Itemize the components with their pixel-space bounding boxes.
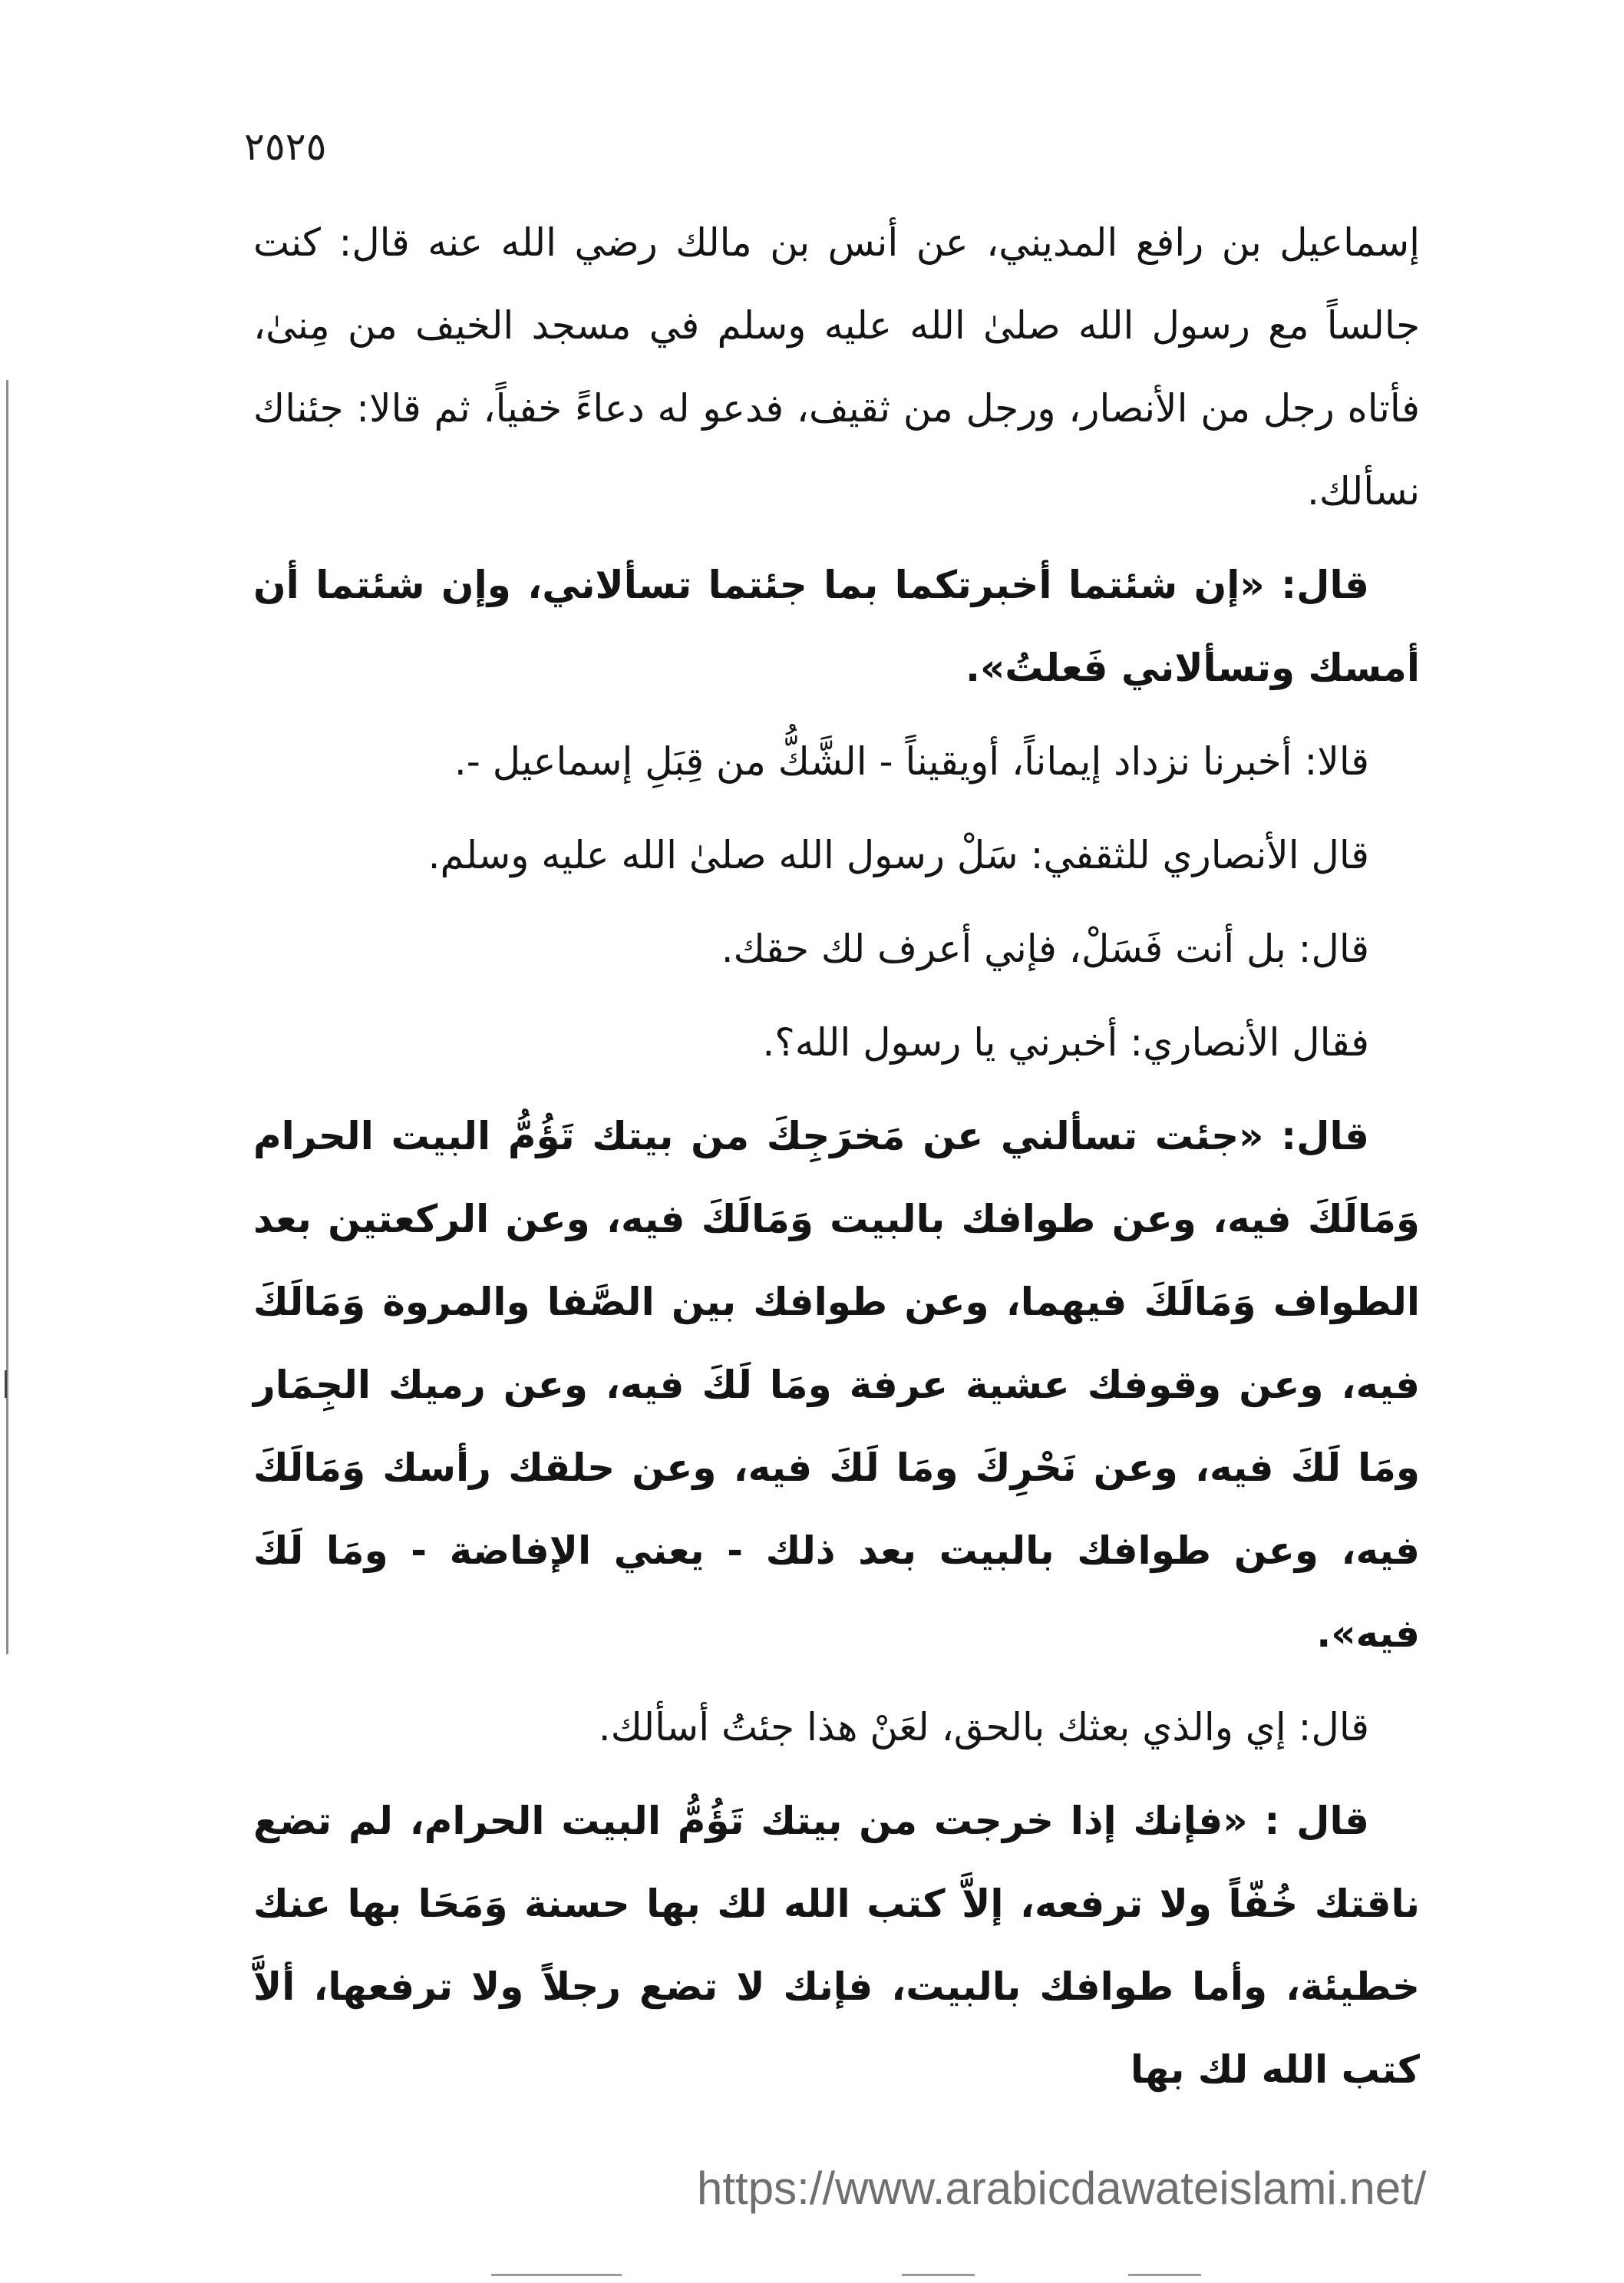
page-number: ٢٥٢٥: [244, 124, 327, 169]
paragraph-ansari-question: فقال الأنصاري: أخبرني يا رسول الله؟.: [762, 1020, 1369, 1065]
watermark-url: https://www.arabicdawateislami.net/: [697, 2162, 1427, 2214]
arabic-text-body: [253, 201, 1420, 2111]
paragraph-thaqafi-reply: قال: بل أنت فَسَلْ، فإني أعرف لك حقك.: [721, 927, 1369, 971]
paragraph-request: قالا: أخبرنا نزداد إيماناً، أويقيناً - الشَّكُّ من قِبَلِ إسماعيل -.: [454, 739, 1369, 784]
paragraph-prophet-offer: قال: «إن شئتما أخبرتكما بما جئتما تسألاني، وإن شئتما أن أمسك وتسألاني فَعلتُ».: [253, 563, 1420, 690]
paragraph-ansari-to-thaqafi: قال الأنصاري للثقفي: سَلْ رسول الله صلىٰ الله عليه وسلم.: [427, 833, 1369, 877]
scan-bottom-rule: [491, 2274, 622, 2276]
paragraph-narration: إسماعيل بن رافع المديني، عن أنس بن مالك رضي الله عنه قال: كنت جالساً مع رسول الله صلىٰ الله عليه وسلم في مسجد الخيف من مِنىٰ، فأتاه رجل من الأنصار، ورجل من ثقيف، فدعو له دعاءً خفياً، ثم قالا: جئناك نسألك.: [253, 220, 1420, 514]
paragraph-prophet-answer: قال: «جئت تسألني عن مَخرَجِكَ من بيتك تَؤُمُّ البيت الحرام وَمَالَكَ فيه، وعن طوافك بالبيت وَمَالَكَ فيه، وعن الركعتين بعد الطواف وَمَالَكَ فيهما، وعن طوافك بين الصَّفا والمروة وَمَالَكَ فيه، وعن وقوفك عشية عرفة ومَا لَكَ فيه، وعن رميك الجِمَار ومَا لَكَ فيه، وعن نَحْرِكَ ومَا لَكَ فيه، وعن حلقك رأسك وَمَالَكَ فيه، وعن طوافك بالبيت بعد ذلك - يعني الإفاضة - ومَا لَكَ فيه».: [253, 1114, 1420, 1656]
paragraph-confirmation: قال: إي والذي بعثك بالحق، لعَنْ هذا جئتُ أسألك.: [598, 1705, 1369, 1749]
scan-bottom-rule: [1128, 2274, 1201, 2276]
scan-bottom-rule: [902, 2274, 975, 2276]
scan-edge-line: [6, 380, 8, 1654]
scan-edge-mark: [5, 1370, 7, 1398]
paragraph-prophet-explanation: قال : «فإنك إذا خرجت من بيتك تَؤُمُّ البيت الحرام، لم تضع ناقتك خُفّاً ولا ترفعه، إلاَّ كتب الله لك بها حسنة وَمَحَا بها عنك خطيئة، وأما طوافك بالبيت، فإنك لا تضع رجلاً ولا ترفعها، ألاَّ كتب الله لك بها: [253, 1799, 1420, 2092]
